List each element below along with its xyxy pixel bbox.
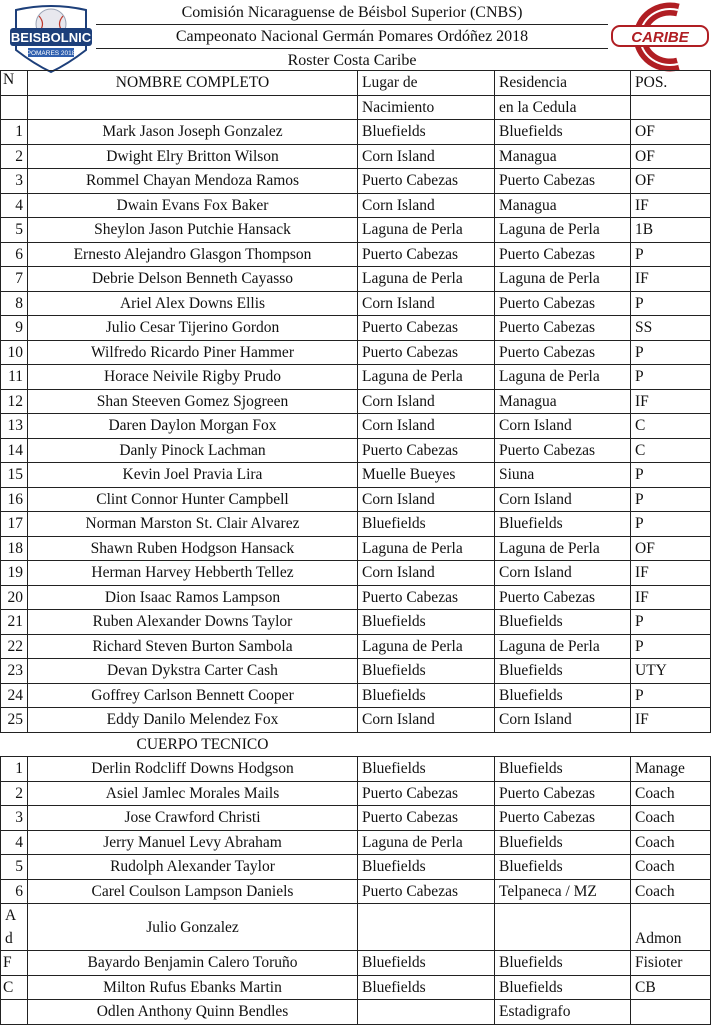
row-position: SS	[631, 316, 711, 341]
row-position: C	[631, 414, 711, 439]
row-birthplace: Corn Island	[358, 193, 495, 218]
row-birthplace: Bluefields	[358, 951, 495, 976]
row-name: Danly Pinock Lachman	[28, 438, 358, 463]
row-number-line-1: A	[5, 907, 17, 924]
row-birthplace: Corn Island	[358, 291, 495, 316]
row-position	[631, 1000, 711, 1025]
row-birthplace: Bluefields	[358, 757, 495, 782]
row-number: 3	[1, 169, 28, 194]
row-number: 13	[1, 414, 28, 439]
row-name: Clint Connor Hunter Campbell	[28, 487, 358, 512]
row-position: P	[631, 512, 711, 537]
row-position: OF	[631, 169, 711, 194]
row-name: Dion Isaac Ramos Lampson	[28, 585, 358, 610]
row-birthplace: Puerto Cabezas	[358, 169, 495, 194]
caribe-logo-text: CARIBE	[631, 29, 689, 46]
row-number: 5	[1, 218, 28, 243]
row-birthplace: Puerto Cabezas	[358, 585, 495, 610]
row-name: Derlin Rodcliff Downs Hodgson	[28, 757, 358, 782]
player-row	[1, 585, 711, 610]
row-name: Norman Marston St. Clair Alvarez	[28, 512, 358, 537]
row-position: Manage	[631, 757, 711, 782]
row-birthplace: Bluefields	[358, 855, 495, 880]
row-birthplace	[358, 1000, 495, 1025]
row-number: F	[1, 951, 28, 976]
row-number: 4	[1, 830, 28, 855]
row-residence: Bluefields	[495, 512, 631, 537]
row-residence: Puerto Cabezas	[495, 316, 631, 341]
row-residence: Puerto Cabezas	[495, 169, 631, 194]
row-position: Admon	[631, 904, 711, 951]
row-birthplace: Bluefields	[358, 610, 495, 635]
row-name: Kevin Joel Pravia Lira	[28, 463, 358, 488]
row-residence: Laguna de Perla	[495, 536, 631, 561]
row-birthplace: Puerto Cabezas	[358, 242, 495, 267]
row-position: OF	[631, 536, 711, 561]
row-residence: Managua	[495, 389, 631, 414]
beisbolnic-logo-subtext: POMARES 2018	[26, 50, 76, 57]
row-position: IF	[631, 389, 711, 414]
player-row	[1, 414, 711, 439]
extra-staff-row	[1, 951, 711, 976]
row-name: Julio Cesar Tijerino Gordon	[28, 316, 358, 341]
staff-row	[1, 781, 711, 806]
row-number: C	[1, 975, 28, 1000]
row-residence: Bluefields	[495, 610, 631, 635]
player-row	[1, 120, 711, 145]
row-name: Horace Neivile Rigby Prudo	[28, 365, 358, 390]
row-position: Coach	[631, 806, 711, 831]
row-number: 19	[1, 561, 28, 586]
player-row	[1, 389, 711, 414]
row-position: Coach	[631, 879, 711, 904]
row-residence: Bluefields	[495, 855, 631, 880]
row-birthplace: Bluefields	[358, 683, 495, 708]
row-position: Coach	[631, 781, 711, 806]
row-position: IF	[631, 708, 711, 733]
staff-row	[1, 879, 711, 904]
row-residence: Puerto Cabezas	[495, 242, 631, 267]
admin-row	[1, 904, 711, 951]
staff-row	[1, 806, 711, 831]
row-position: CB	[631, 975, 711, 1000]
row-number: 6	[1, 879, 28, 904]
row-number: 12	[1, 389, 28, 414]
row-birthplace	[358, 904, 495, 951]
row-residence: Corn Island	[495, 708, 631, 733]
row-number: 15	[1, 463, 28, 488]
row-position: P	[631, 610, 711, 635]
header-federation: Comisión Nicaraguense de Béisbol Superior (CNBS)	[181, 4, 523, 21]
row-residence: Puerto Cabezas	[495, 438, 631, 463]
row-number: 24	[1, 683, 28, 708]
row-name: Rommel Chayan Mendoza Ramos	[28, 169, 358, 194]
player-row	[1, 169, 711, 194]
player-row	[1, 242, 711, 267]
col-header-name: NOMBRE COMPLETO	[28, 71, 358, 96]
row-residence: Estadigrafo	[495, 1000, 631, 1025]
header-divider-2	[96, 48, 608, 49]
row-residence: Puerto Cabezas	[495, 806, 631, 831]
player-row	[1, 463, 711, 488]
row-residence: Laguna de Perla	[495, 267, 631, 292]
row-birthplace: Muelle Bueyes	[358, 463, 495, 488]
row-residence: Corn Island	[495, 561, 631, 586]
player-row	[1, 267, 711, 292]
row-residence: Bluefields	[495, 951, 631, 976]
row-position: C	[631, 438, 711, 463]
header-championship: Campeonato Nacional Germán Pomares Ordóñez 2018	[175, 28, 529, 45]
row-name: Wilfredo Ricardo Piner Hammer	[28, 340, 358, 365]
row-birthplace: Laguna de Perla	[358, 634, 495, 659]
row-number: 21	[1, 610, 28, 635]
row-name: Shan Steeven Gomez Sjogreen	[28, 389, 358, 414]
staff-section-title: CUERPO TECNICO	[1, 732, 711, 757]
row-residence: Telpaneca / MZ	[495, 879, 631, 904]
row-number: 14	[1, 438, 28, 463]
row-residence: Corn Island	[495, 414, 631, 439]
row-residence: Bluefields	[495, 120, 631, 145]
row-birthplace: Corn Island	[358, 487, 495, 512]
extra-staff-row	[1, 1000, 711, 1025]
row-position: IF	[631, 585, 711, 610]
row-position: P	[631, 291, 711, 316]
row-name: Rudolph Alexander Taylor	[28, 855, 358, 880]
row-residence: Bluefields	[495, 659, 631, 684]
row-number: 8	[1, 291, 28, 316]
row-name: Goffrey Carlson Bennett Cooper	[28, 683, 358, 708]
extra-staff-row	[1, 975, 711, 1000]
row-birthplace: Bluefields	[358, 975, 495, 1000]
player-row	[1, 536, 711, 561]
beisbolnic-logo	[6, 2, 96, 74]
row-position: OF	[631, 144, 711, 169]
row-residence: Corn Island	[495, 487, 631, 512]
player-row	[1, 218, 711, 243]
player-row	[1, 291, 711, 316]
row-position: IF	[631, 267, 711, 292]
row-birthplace: Puerto Cabezas	[358, 806, 495, 831]
row-residence	[495, 904, 631, 951]
player-row	[1, 708, 711, 733]
row-residence: Puerto Cabezas	[495, 340, 631, 365]
row-birthplace: Corn Island	[358, 708, 495, 733]
row-number: 5	[1, 855, 28, 880]
row-number: 22	[1, 634, 28, 659]
row-number: 4	[1, 193, 28, 218]
player-row	[1, 365, 711, 390]
row-birthplace: Laguna de Perla	[358, 267, 495, 292]
row-number: 3	[1, 806, 28, 831]
row-name: Ernesto Alejandro Glasgon Thompson	[28, 242, 358, 267]
row-residence: Bluefields	[495, 975, 631, 1000]
col-header-name-blank	[28, 95, 358, 120]
row-birthplace: Corn Island	[358, 389, 495, 414]
player-row	[1, 659, 711, 684]
row-number-line-2: d	[5, 930, 13, 947]
col-header-pos-blank	[631, 95, 711, 120]
row-birthplace: Laguna de Perla	[358, 218, 495, 243]
row-position: Coach	[631, 855, 711, 880]
player-row	[1, 561, 711, 586]
row-name: Ruben Alexander Downs Taylor	[28, 610, 358, 635]
row-name: Ariel Alex Downs Ellis	[28, 291, 358, 316]
row-name: Bayardo Benjamin Calero Toruño	[28, 951, 358, 976]
row-residence: Managua	[495, 193, 631, 218]
row-number: 6	[1, 242, 28, 267]
row-position: P	[631, 242, 711, 267]
row-name: Sheylon Jason Putchie Hansack	[28, 218, 358, 243]
row-birthplace: Laguna de Perla	[358, 830, 495, 855]
player-row	[1, 634, 711, 659]
row-residence: Laguna de Perla	[495, 634, 631, 659]
row-number: 18	[1, 536, 28, 561]
row-residence: Laguna de Perla	[495, 218, 631, 243]
row-position: P	[631, 683, 711, 708]
beisbolnic-logo-text: BEISBOLNIC	[10, 30, 92, 45]
row-birthplace: Bluefields	[358, 659, 495, 684]
player-row	[1, 683, 711, 708]
row-name: Carel Coulson Lampson Daniels	[28, 879, 358, 904]
row-number: 2	[1, 781, 28, 806]
row-number: 9	[1, 316, 28, 341]
row-birthplace: Laguna de Perla	[358, 536, 495, 561]
row-residence: Puerto Cabezas	[495, 781, 631, 806]
row-birthplace: Bluefields	[358, 512, 495, 537]
row-name: Eddy Danilo Melendez Fox	[28, 708, 358, 733]
player-row	[1, 438, 711, 463]
row-birthplace: Puerto Cabezas	[358, 879, 495, 904]
row-birthplace: Corn Island	[358, 414, 495, 439]
player-row	[1, 316, 711, 341]
column-header-row-2	[1, 95, 711, 120]
header-roster-title: Roster Costa Caribe	[287, 52, 417, 69]
col-header-birth-2: Nacimiento	[358, 95, 495, 120]
row-position: Fisioter	[631, 951, 711, 976]
row-name: Shawn Ruben Hodgson Hansack	[28, 536, 358, 561]
row-name: Herman Harvey Hebberth Tellez	[28, 561, 358, 586]
row-birthplace: Corn Island	[358, 561, 495, 586]
row-name: Julio Gonzalez	[28, 904, 358, 951]
roster-table	[0, 70, 711, 1025]
row-birthplace: Corn Island	[358, 144, 495, 169]
row-birthplace: Puerto Cabezas	[358, 781, 495, 806]
row-position: P	[631, 463, 711, 488]
row-birthplace: Laguna de Perla	[358, 365, 495, 390]
header-divider-1	[96, 24, 608, 25]
player-row	[1, 340, 711, 365]
row-number: 10	[1, 340, 28, 365]
row-residence: Bluefields	[495, 683, 631, 708]
row-number	[1, 1000, 28, 1025]
row-name: Debrie Delson Benneth Cayasso	[28, 267, 358, 292]
staff-row	[1, 855, 711, 880]
staff-row	[1, 757, 711, 782]
player-row	[1, 512, 711, 537]
row-name: Dwain Evans Fox Baker	[28, 193, 358, 218]
col-header-n: N	[1, 71, 28, 96]
row-number: 2	[1, 144, 28, 169]
row-number: 1	[1, 757, 28, 782]
row-birthplace: Puerto Cabezas	[358, 438, 495, 463]
row-residence: Laguna de Perla	[495, 365, 631, 390]
row-name: Asiel Jamlec Morales Mails	[28, 781, 358, 806]
row-position: IF	[631, 561, 711, 586]
row-birthplace: Puerto Cabezas	[358, 340, 495, 365]
col-header-n-blank	[1, 95, 28, 120]
row-birthplace: Puerto Cabezas	[358, 316, 495, 341]
col-header-res-1: Residencia	[495, 71, 631, 96]
staff-row	[1, 830, 711, 855]
row-position: P	[631, 634, 711, 659]
row-number: 25	[1, 708, 28, 733]
row-residence: Siuna	[495, 463, 631, 488]
row-position: IF	[631, 193, 711, 218]
row-number	[1, 904, 28, 951]
row-number: 17	[1, 512, 28, 537]
player-row	[1, 144, 711, 169]
row-name: Mark Jason Joseph Gonzalez	[28, 120, 358, 145]
row-name: Dwight Elry Britton Wilson	[28, 144, 358, 169]
row-name: Richard Steven Burton Sambola	[28, 634, 358, 659]
row-name: Devan Dykstra Carter Cash	[28, 659, 358, 684]
player-row	[1, 487, 711, 512]
caribe-logo	[608, 2, 712, 72]
row-position: P	[631, 365, 711, 390]
row-number: 16	[1, 487, 28, 512]
row-position: P	[631, 487, 711, 512]
row-position: 1B	[631, 218, 711, 243]
row-name: Odlen Anthony Quinn Bendles	[28, 1000, 358, 1025]
row-position: Coach	[631, 830, 711, 855]
row-name: Jerry Manuel Levy Abraham	[28, 830, 358, 855]
col-header-res-2: en la Cedula	[495, 95, 631, 120]
row-residence: Bluefields	[495, 757, 631, 782]
row-residence: Managua	[495, 144, 631, 169]
staff-section-row	[1, 732, 711, 757]
row-position: UTY	[631, 659, 711, 684]
row-birthplace: Bluefields	[358, 120, 495, 145]
row-residence: Puerto Cabezas	[495, 291, 631, 316]
row-number: 7	[1, 267, 28, 292]
column-header-row	[1, 71, 711, 96]
player-row	[1, 193, 711, 218]
row-number: 23	[1, 659, 28, 684]
row-number: 11	[1, 365, 28, 390]
col-header-birth-1: Lugar de	[358, 71, 495, 96]
row-residence: Puerto Cabezas	[495, 585, 631, 610]
player-row	[1, 610, 711, 635]
row-residence: Bluefields	[495, 830, 631, 855]
col-header-pos: POS.	[631, 71, 711, 96]
row-number: 20	[1, 585, 28, 610]
row-position: OF	[631, 120, 711, 145]
row-name: Milton Rufus Ebanks Martin	[28, 975, 358, 1000]
row-name: Jose Crawford Christi	[28, 806, 358, 831]
row-position: P	[631, 340, 711, 365]
row-name: Daren Daylon Morgan Fox	[28, 414, 358, 439]
row-number: 1	[1, 120, 28, 145]
